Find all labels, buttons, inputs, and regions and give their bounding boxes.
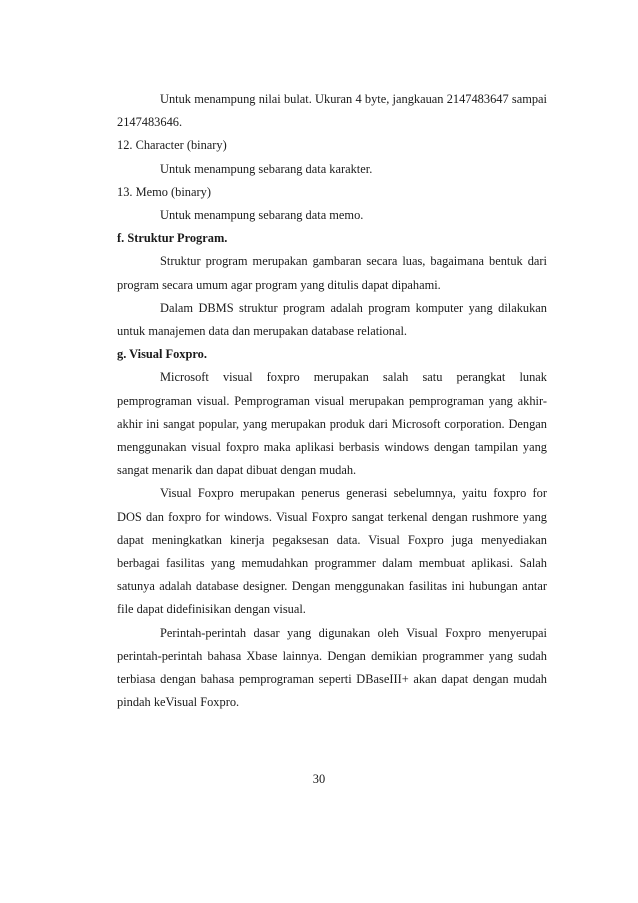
section-heading-struktur-program: f. Struktur Program. xyxy=(117,231,228,246)
list-item-character: 12. Character (binary) xyxy=(117,138,227,153)
paragraph-visual-foxpro-1: Microsoft visual foxpro merupakan salah satu perangkat lunak pemprograman visual. Pemprograman visual merupakan pemprograman yang akhir-akhir ini sangat popular, yang merupakan produk dari Microsoft corporation. Dengan menggunakan visual foxpro maka aplikasi berbasis windows dengan tampilan yang sangat menarik dan dapat dibuat dengan mudah. xyxy=(117,370,547,478)
paragraph-visual-foxpro-3: Perintah-perintah dasar yang digunakan oleh Visual Foxpro menyerupai perintah-perintah bahasa Xbase lainnya. Dengan demikian programmer yang sudah terbiasa dengan bahasa pemprograman seperti DBaseIII+ akan dapat dengan mudah pindah keVisual Foxpro. xyxy=(117,625,547,710)
list-item-memo-desc: Untuk menampung sebarang data memo. xyxy=(160,208,364,223)
paragraph-visual-foxpro-2: Visual Foxpro merupakan penerus generasi sebelumnya, yaitu foxpro for DOS dan foxpro for windows. Visual Foxpro sangat terkenal dengan rushmore yang dapat meningkatkan kinerja pegaksesan data. Visual Foxpro juga menyediakan berbagai fasilitas yang memudahkan programmer dalam membuat aplikasi. Salah satunya adalah database designer. Dengan menggunakan fasilitas ini hubungan antar file dapat didefinisikan dengan visual. xyxy=(117,486,547,617)
list-item-character-desc: Untuk menampung sebarang data karakter. xyxy=(160,161,373,176)
page-body xyxy=(117,88,547,714)
paragraph-struktur-program-2: Dalam DBMS struktur program adalah program komputer yang dilakukan untuk manajemen data dan merupakan database relational. xyxy=(117,300,547,339)
paragraph-struktur-program-1: Struktur program merupakan gambaran secara luas, bagaimana bentuk dari program secara umum agar program yang ditulis dapat dipahami. xyxy=(117,254,547,292)
list-item-memo: 13. Memo (binary) xyxy=(117,184,211,199)
page-number: 30 xyxy=(312,772,326,786)
section-heading-visual-foxpro: g. Visual Foxpro. xyxy=(117,347,207,362)
paragraph-integer-range: Untuk menampung nilai bulat. Ukuran 4 byte, jangkauan 2147483647 sampai 2147483646. xyxy=(117,92,547,130)
